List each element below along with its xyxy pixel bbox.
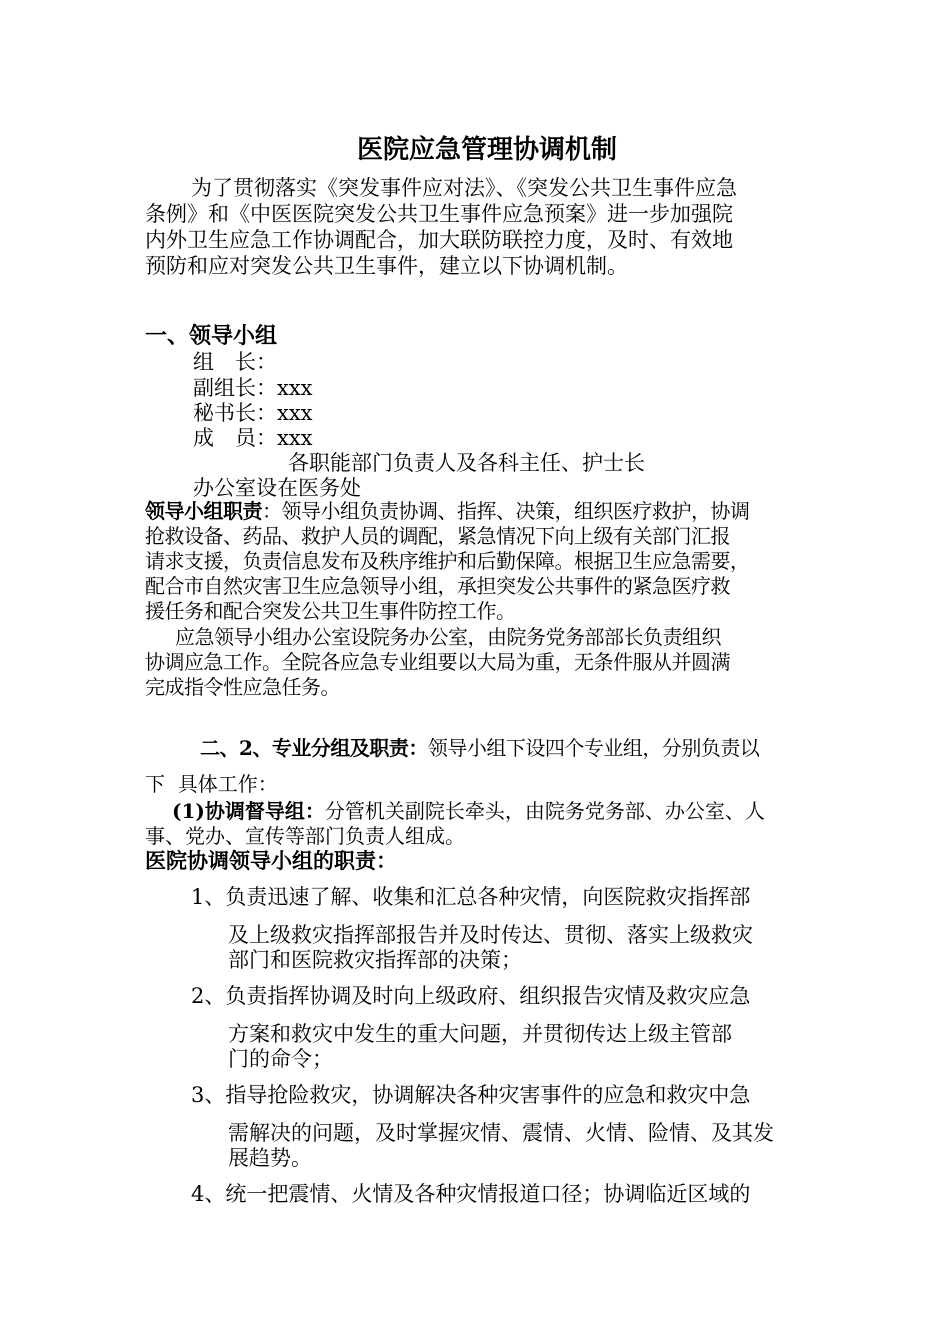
coord-item-cont: 需解决的问题，及时掌握灾情、震情、火情、险情、及其发 (228, 1121, 774, 1145)
secretary-line: 秘书长：xxx (193, 401, 313, 425)
intro-line: 条例》和《中医医院突发公共卫生事件应急预案》进一步加强院 (145, 202, 733, 226)
group1-line (172, 798, 765, 824)
coord-item-cont: 及上级救灾指挥部报告并及时传达、贯彻、落实上级救灾 (228, 923, 753, 947)
intro-line: 内外卫生应急工作协调配合，加大联防联控力度，及时、有效地 (145, 228, 733, 252)
duties-line: 配合市自然灾害卫生应急领导小组，承担突发公共事件的紧急医疗救 (145, 574, 730, 598)
coord-item-first: 1、负责迅速了解、收集和汇总各种灾情，向医院救灾指挥部 (191, 885, 751, 909)
coord-item-cont: 门的命令； (228, 1047, 333, 1071)
office-para-line: 完成指令性应急任务。 (145, 675, 340, 699)
section2-heading-bold: 二、2、专业分组及职责： (200, 736, 428, 760)
section2-heading (200, 735, 759, 761)
office-para-line: 应急领导小组办公室设院务办公室，由院务党务部部长负责组织 (175, 625, 721, 649)
duties-label: 领导小组职责 (145, 499, 262, 523)
coord-item-first: 3、指导抢险救灾，协调解决各种灾害事件的应急和救灾中急 (191, 1083, 751, 1107)
group1-text: 分管机关副院长牵头，由院务党务部、办公室、人 (324, 799, 765, 823)
leader-line: 组 长： (193, 350, 277, 374)
section2-heading-text: 领导小组下设四个专业组，分别负责以 (427, 736, 760, 760)
intro-line: 为了贯彻落实《突发事件应对法》、《突发公共卫生事件应急 (191, 176, 737, 200)
group1-cont: 事、党办、宣传等部门负责人组成。 (145, 824, 465, 848)
coord-item-first: 4、统一把震情、火情及各种灾情报道口径；协调临近区域的 (191, 1182, 751, 1206)
coord-item-cont: 方案和救灾中发生的重大问题，并贯彻传达上级主管部 (228, 1022, 732, 1046)
document-title: 医院应急管理协调机制 (357, 135, 618, 165)
coord-item-cont: 部门和医院救灾指挥部的决策； (228, 948, 522, 972)
section1-heading: 一、领导小组 (145, 323, 278, 349)
members-line: 成 员：xxx (193, 426, 313, 450)
group1-label: (1)协调督导组： (172, 799, 325, 823)
duties-line (145, 498, 750, 524)
duties-text: ：领导小组负责协调、指挥、决策，组织医疗救护，协调 (262, 499, 750, 523)
duties-line: 抢救设备、药品、救护人员的调配，紧急情况下向上级有关部门汇报 (145, 524, 730, 548)
members-cont-line: 各职能部门负责人及各科主任、护士长 (288, 451, 645, 475)
duties-line: 援任务和配合突发公共卫生事件防控工作。 (145, 599, 516, 623)
coord-item-cont: 展趋势。 (228, 1146, 312, 1170)
section2-heading-cont: 下 具体工作： (145, 772, 278, 796)
intro-line: 预防和应对突发公共卫生事件，建立以下协调机制。 (145, 254, 628, 278)
deputy-line: 副组长：xxx (193, 376, 313, 400)
duties-line: 请求支援，负责信息发布及秩序维护和后勤保障。根据卫生应急需要， (145, 549, 750, 573)
coord-heading: 医院协调领导小组的职责： (145, 848, 397, 873)
office-line: 办公室设在医务处 (193, 476, 361, 500)
coord-item-first: 2、负责指挥协调及时向上级政府、组织报告灾情及救灾应急 (191, 984, 751, 1008)
office-para-line: 协调应急工作。全院各应急专业组要以大局为重，无条件服从并圆满 (145, 650, 730, 674)
